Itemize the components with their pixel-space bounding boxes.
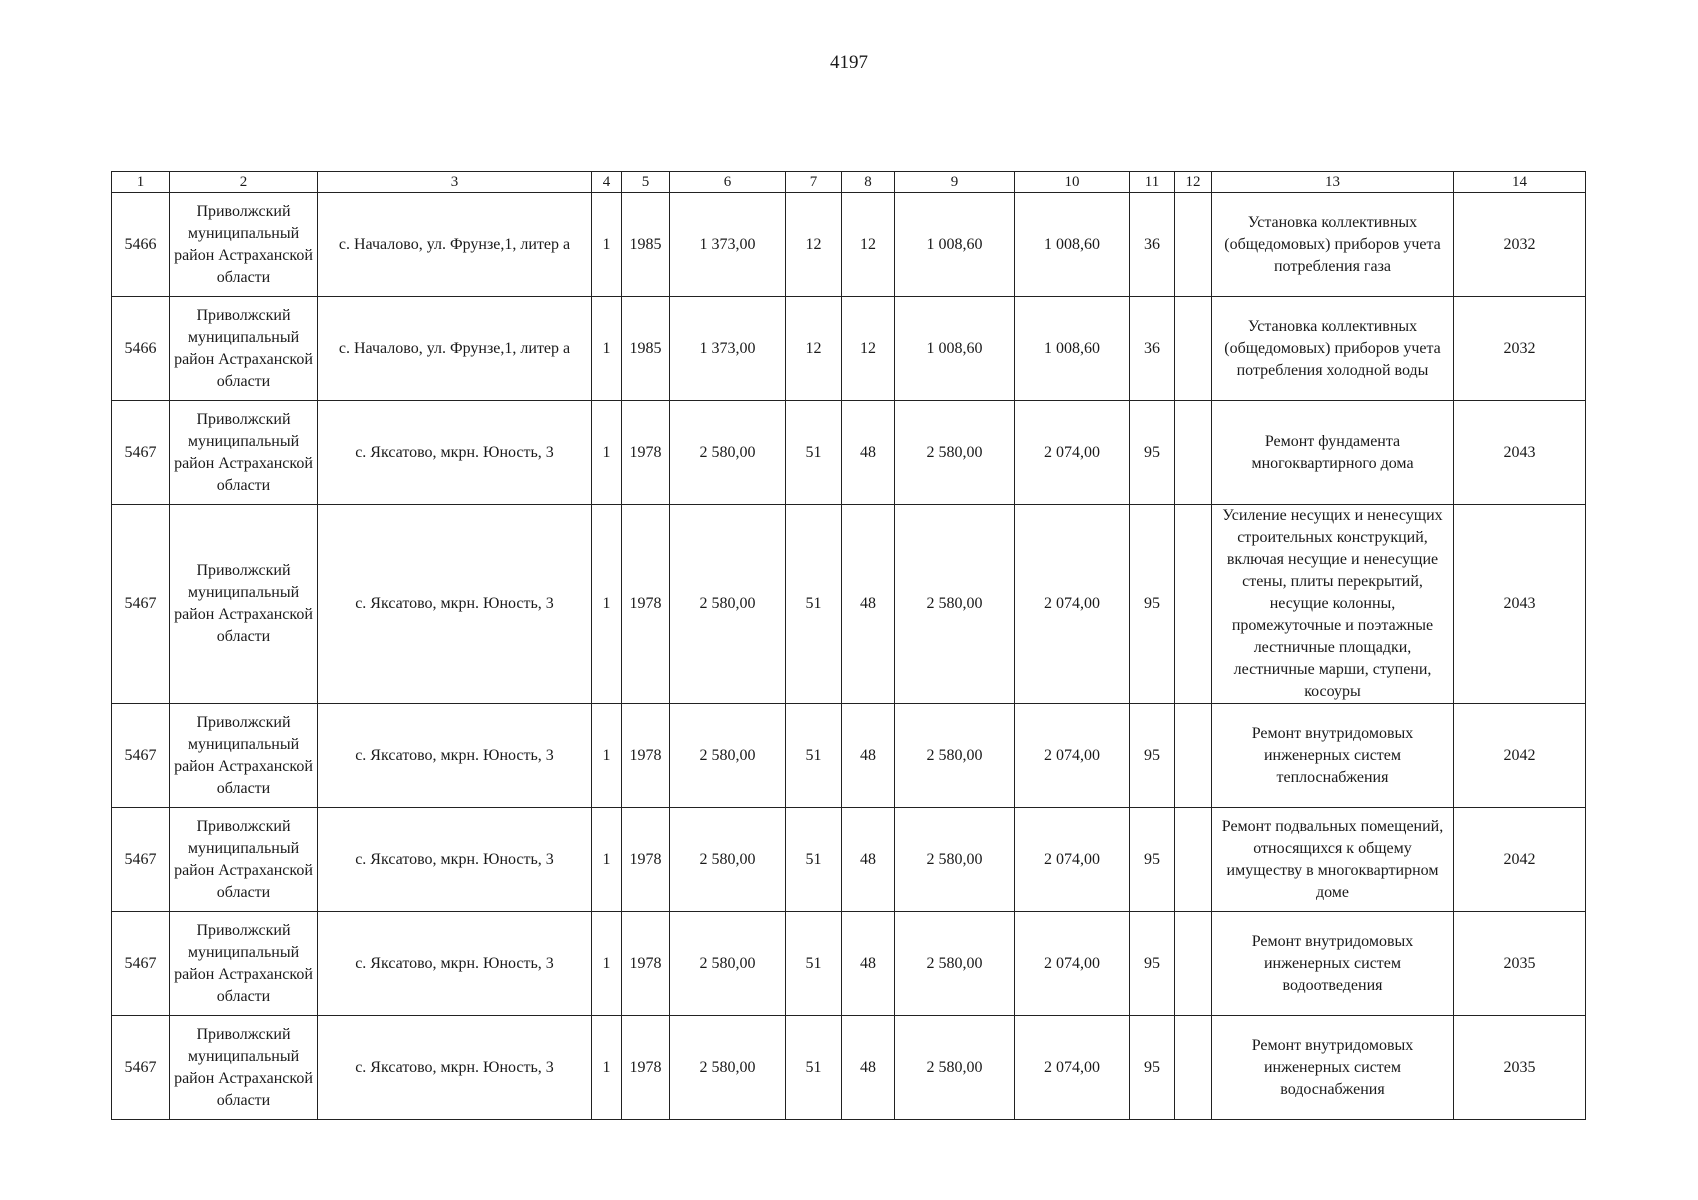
cell-col4: 1 [592,912,622,1016]
cell-col6: 2 580,00 [670,912,786,1016]
column-header: 11 [1130,172,1175,193]
year-built: 1978 [622,912,670,1016]
year-built: 1978 [622,704,670,808]
column-header: 6 [670,172,786,193]
column-header: 1 [112,172,170,193]
work-type: Ремонт внутридомовых инженерных систем водоснабжения [1212,1016,1454,1120]
table-row [112,297,1586,401]
cell-col6: 2 580,00 [670,704,786,808]
cell-col10: 1 008,60 [1015,193,1130,297]
column-header: 5 [622,172,670,193]
cell-col8: 48 [842,808,895,912]
district: Приволжский муниципальный район Астраханской области [170,297,318,401]
cell-col11: 36 [1130,193,1175,297]
cell-col6: 2 580,00 [670,505,786,704]
cell-col12 [1175,704,1212,808]
cell-col6: 2 580,00 [670,1016,786,1120]
cell-col4: 1 [592,297,622,401]
plan-year: 2035 [1454,1016,1586,1120]
cell-col11: 36 [1130,297,1175,401]
plan-year: 2042 [1454,704,1586,808]
house-id: 5467 [112,912,170,1016]
column-header: 3 [318,172,592,193]
column-header: 8 [842,172,895,193]
cell-col8: 12 [842,297,895,401]
address: с. Яксатово, мкрн. Юность, 3 [318,808,592,912]
address: с. Яксатово, мкрн. Юность, 3 [318,1016,592,1120]
year-built: 1978 [622,505,670,704]
cell-col9: 2 580,00 [895,1016,1015,1120]
work-type: Ремонт подвальных помещений, относящихся к общему имуществу в многоквартирном доме [1212,808,1454,912]
cell-col6: 2 580,00 [670,401,786,505]
cell-col4: 1 [592,401,622,505]
column-header: 9 [895,172,1015,193]
year-built: 1978 [622,1016,670,1120]
work-type: Усиление несущих и ненесущих строительных конструкций, включая несущие и ненесущие стены, плиты перекрытий, несущие колонны, промежуточные и поэтажные лестничные площадки, лестничные марши, ступени, косоуры [1212,505,1454,704]
table-row [112,808,1586,912]
address: с. Яксатово, мкрн. Юность, 3 [318,912,592,1016]
cell-col4: 1 [592,193,622,297]
cell-col7: 51 [786,505,842,704]
cell-col8: 48 [842,704,895,808]
work-type: Ремонт фундамента многоквартирного дома [1212,401,1454,505]
cell-col4: 1 [592,808,622,912]
year-built: 1985 [622,193,670,297]
work-type: Ремонт внутридомовых инженерных систем водоотведения [1212,912,1454,1016]
district: Приволжский муниципальный район Астраханской области [170,1016,318,1120]
house-id: 5467 [112,401,170,505]
cell-col8: 48 [842,912,895,1016]
cell-col12 [1175,297,1212,401]
cell-col10: 2 074,00 [1015,912,1130,1016]
year-built: 1978 [622,401,670,505]
plan-year: 2043 [1454,505,1586,704]
address: с. Яксатово, мкрн. Юность, 3 [318,704,592,808]
cell-col8: 48 [842,505,895,704]
cell-col4: 1 [592,704,622,808]
cell-col7: 51 [786,401,842,505]
cell-col12 [1175,912,1212,1016]
cell-col8: 48 [842,1016,895,1120]
registry-table [111,171,1586,1120]
cell-col10: 2 074,00 [1015,704,1130,808]
work-type: Ремонт внутридомовых инженерных систем теплоснабжения [1212,704,1454,808]
district: Приволжский муниципальный район Астраханской области [170,704,318,808]
cell-col7: 51 [786,704,842,808]
house-id: 5467 [112,808,170,912]
cell-col12 [1175,193,1212,297]
cell-col9: 1 008,60 [895,297,1015,401]
cell-col9: 2 580,00 [895,505,1015,704]
cell-col9: 2 580,00 [895,401,1015,505]
table-row [112,505,1586,704]
cell-col11: 95 [1130,505,1175,704]
address: с. Яксатово, мкрн. Юность, 3 [318,505,592,704]
cell-col9: 2 580,00 [895,912,1015,1016]
cell-col11: 95 [1130,912,1175,1016]
cell-col11: 95 [1130,808,1175,912]
cell-col12 [1175,808,1212,912]
district: Приволжский муниципальный район Астраханской области [170,505,318,704]
column-header: 10 [1015,172,1130,193]
house-id: 5467 [112,704,170,808]
plan-year: 2035 [1454,912,1586,1016]
cell-col11: 95 [1130,401,1175,505]
house-id: 5466 [112,297,170,401]
column-header: 13 [1212,172,1454,193]
plan-year: 2042 [1454,808,1586,912]
house-id: 5466 [112,193,170,297]
cell-col8: 12 [842,193,895,297]
cell-col7: 51 [786,1016,842,1120]
table-row [112,193,1586,297]
address: с. Началово, ул. Фрунзе,1, литер а [318,297,592,401]
table-row [112,1016,1586,1120]
cell-col7: 51 [786,808,842,912]
house-id: 5467 [112,505,170,704]
cell-col9: 1 008,60 [895,193,1015,297]
cell-col12 [1175,401,1212,505]
cell-col8: 48 [842,401,895,505]
year-built: 1985 [622,297,670,401]
page-number: 4197 [830,52,868,73]
header-row [112,172,1586,193]
table-row [112,401,1586,505]
cell-col6: 2 580,00 [670,808,786,912]
table-row [112,912,1586,1016]
plan-year: 2043 [1454,401,1586,505]
district: Приволжский муниципальный район Астраханской области [170,193,318,297]
cell-col12 [1175,1016,1212,1120]
plan-year: 2032 [1454,193,1586,297]
cell-col9: 2 580,00 [895,808,1015,912]
cell-col11: 95 [1130,704,1175,808]
district: Приволжский муниципальный район Астраханской области [170,912,318,1016]
address: с. Яксатово, мкрн. Юность, 3 [318,401,592,505]
cell-col4: 1 [592,505,622,704]
column-header: 7 [786,172,842,193]
cell-col10: 2 074,00 [1015,808,1130,912]
cell-col7: 51 [786,912,842,1016]
cell-col9: 2 580,00 [895,704,1015,808]
column-header: 2 [170,172,318,193]
column-header: 4 [592,172,622,193]
column-header: 14 [1454,172,1586,193]
cell-col12 [1175,505,1212,704]
cell-col7: 12 [786,193,842,297]
work-type: Установка коллективных (общедомовых) приборов учета потребления холодной воды [1212,297,1454,401]
district: Приволжский муниципальный район Астраханской области [170,401,318,505]
year-built: 1978 [622,808,670,912]
address: с. Началово, ул. Фрунзе,1, литер а [318,193,592,297]
table-row [112,704,1586,808]
cell-col10: 2 074,00 [1015,505,1130,704]
cell-col6: 1 373,00 [670,297,786,401]
cell-col6: 1 373,00 [670,193,786,297]
cell-col10: 1 008,60 [1015,297,1130,401]
district: Приволжский муниципальный район Астраханской области [170,808,318,912]
cell-col11: 95 [1130,1016,1175,1120]
cell-col10: 2 074,00 [1015,1016,1130,1120]
cell-col4: 1 [592,1016,622,1120]
house-id: 5467 [112,1016,170,1120]
column-header: 12 [1175,172,1212,193]
work-type: Установка коллективных (общедомовых) приборов учета потребления газа [1212,193,1454,297]
plan-year: 2032 [1454,297,1586,401]
cell-col7: 12 [786,297,842,401]
cell-col10: 2 074,00 [1015,401,1130,505]
